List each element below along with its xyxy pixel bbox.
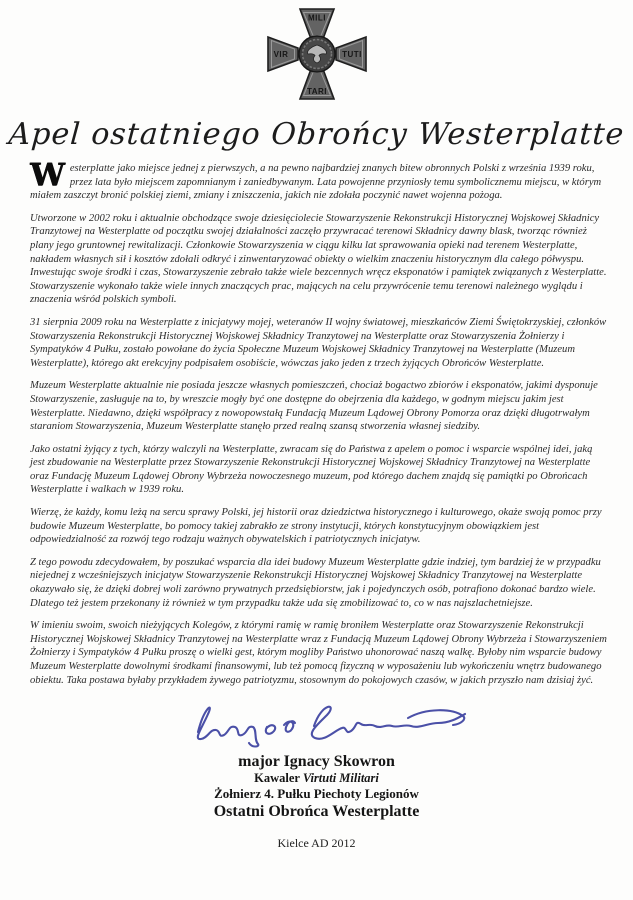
signatory-title: Ostatni Obrońca Westerplatte (213, 803, 420, 821)
honor-order-name: Virtuti Militari (302, 771, 379, 786)
paragraph: 31 sierpnia 2009 roku na Westerplatte z inicjatywy mojej, weteranów II wojny światowej, mieszkańców Ziemi Świętokrzyskiej, członków Stowarzyszenia Rekonstrukcji Historycznej Wojskowej Składnicy Tranzytowej na Westerplatte oraz Stowarzyszenia Żołnierzy i Sympatyków 4 Pułku, zostało powołane do życia Społeczne Muzeum Wojskowej Składnicy Tranzytowej na Westerplatte (Muzeum Westerplatte), którego akt erekcyjny podpisałem osobiście, wówczas jako jeden z trzech żyjących Obrońców Westerplatte. (30, 316, 607, 369)
handwritten-signature-icon (162, 696, 472, 748)
paragraph: Jako ostatni żyjący z tych, którzy walczyli na Westerplatte, zwracam się do Państwa z apelem o pomoc i wsparcie wspólnej idei, jaką jest zbudowanie na Westerplatte przez Stowarzyszenie Rekonstrukcji Historycznej Wojskowej Składnicy Tranzytowej na Westerplatte oraz Fundację Muzeum Lądowej Obrony Wybrzeża nowoczesnego muzeum, pod którego dachem znajdą się pamiątki po Obrońcach Westerplatte i walkach w 1939 roku. (30, 443, 593, 496)
paragraph: Z tego powodu zdecydowałem, by poszukać wsparcia dla idei budowy Muzeum Westerplatte gdzie indziej, tym bardziej że w przypadku niejednej z wcześniejszych inicjatyw Stowarzyszenie Rekonstrukcji Historycznej Wojskowej Składnicy Tranzytowej na Westerplatte okazywało się, że dzięki dobrej woli zarówno prywatnych przedsiębiorstw, jak i pojedynczych osób, potrafiono dokonać bardzo wiele. Dlatego też jestem przekonany iż również w tym przypadku także uda się zmobilizować to, co w nas najszlachetniejsze. (30, 556, 601, 609)
signatory-name: major Ignacy Skowron (238, 753, 395, 771)
cross-arm-label-bottom: TARI (306, 87, 327, 96)
letter-body (0, 158, 633, 687)
paragraph-opening-text: esterplatte jako miejsce jednej z pierwszych, a na pewno najbardziej znanych bitew obronnych Polski z września 1939 roku, przez lata było miejscem zapomnianym i zaniedbywanym. Lata powojenne przyniosły temu symbolicznemu miejscu, w którym miałem zaszczyt bronić polskiej ziemi, zmiany i zniszczenia, jakich nie zdołała poczynić nawet wojenna pożoga. (30, 163, 602, 202)
cross-arm-label-left: VIR (273, 50, 288, 59)
document-title: Apel ostatniego Obrońcy Westerplatte (7, 117, 626, 152)
signatory-block (0, 752, 633, 822)
drop-cap-initial: W (30, 157, 65, 193)
honor-prefix: Kawaler (254, 771, 303, 786)
paragraph: W imieniu swoim, swoich nieżyjących Kolegów, z którymi ramię w ramię broniłem Westerplatte oraz Stowarzyszenie Rekonstrukcji Historycznej Wojskowej Składnicy Tranzytowej na Westerplatte wraz z Fundacją Muzeum Lądowej Obrony Wybrzeża i Stowarzyszeniem Żołnierzy i Sympatyków 4 Pułku proszę o wielki gest, którym mogliby Państwo uhonorować naszą walkę. Byłoby nim wsparcie budowy Muzeum Westerplatte dowolnymi środkami finansowymi, lub też pomocą fizyczną w wyposażeniu lub wykończeniu wnętrz budowanego obiektu. Taka postawa byłaby przykładem żywego patriotyzmu, stosownym do pokojowych czasów, w jakich przyszło nam dzisiaj żyć. (30, 620, 607, 686)
cross-arm-label-top: MILI (307, 13, 326, 23)
signatory-regiment: Żołnierz 4. Pułku Piechoty Legionów (214, 786, 419, 802)
paragraph: Utworzone w 2002 roku i aktualnie obchodzące swoje dziesięciolecie Stowarzyszenie Rekonstrukcji Historycznej Wojskowej Składnicy Tranzytowej na Westerplatte od początku swojej działalności zaczęło przywracać terenowi Składnicy dawny blask, tworząc również plany jego gruntownej rewitalizacji. Członkowie Stowarzyszenia w ciągu kilku lat sprawowania opieki nad terenem Westerplatte, nakładem własnych sił i kosztów zdołali odkryć i zinwentaryzować obiekty o wielkim znaczeniu historycznym dla całego półwyspu. Inwestując swoje środki i czas, Stowarzyszenie zebrało także wiele bezcennych wręcz eksponatów i pamiątek związanych z Westerplatte. Stowarzyszenie wykonało także wiele innych znaczących prac, mających na celu przywrócenie temu terenowi należnego wyglądu i znaczenia wśród polskich symboli. (30, 212, 607, 306)
signature-area (0, 696, 633, 748)
cross-arm-label-right: TUTI (341, 50, 362, 59)
paragraph-opening (30, 157, 607, 203)
paragraph: Wierzę, że każdy, komu leżą na sercu sprawy Polski, jej historii oraz dziedzictwa historycznego i kulturowego, okaże swoją pomoc przy budowie Muzeum Westerplatte, bo pomocy takiej zabrakło ze strony instytucji, których konstytucyjnym obowiązkiem jest odpowiedzialność za rozwój tego rodzaju ważnych obywatelskich i patriotycznych inicjatyw. (30, 507, 602, 546)
virtuti-militari-cross-icon (264, 6, 370, 102)
paragraph: Muzeum Westerplatte aktualnie nie posiada jeszcze własnych pomieszczeń, chociaż bogactwo zbiorów i eksponatów, jakimi dysponuje Stowarzyszenie, zasługuje na to, by wreszcie mogły być one dostępne do obejrzenia dla każdego, w godnym miejscu jakim jest Westerplatte. Niedawno, dzięki współpracy z nowopowstałą Fundacją Muzeum Lądowej Obrony Pomorza oraz dzięki długotrwałym staraniom Stowarzyszenia, Muzeum Westerplatte stanęło przed realną szansą stworzenia własnej siedziby. (30, 380, 598, 433)
place-date: Kielce AD 2012 (277, 836, 356, 851)
signatory-honor (0, 771, 633, 786)
emblem-container (0, 0, 633, 107)
